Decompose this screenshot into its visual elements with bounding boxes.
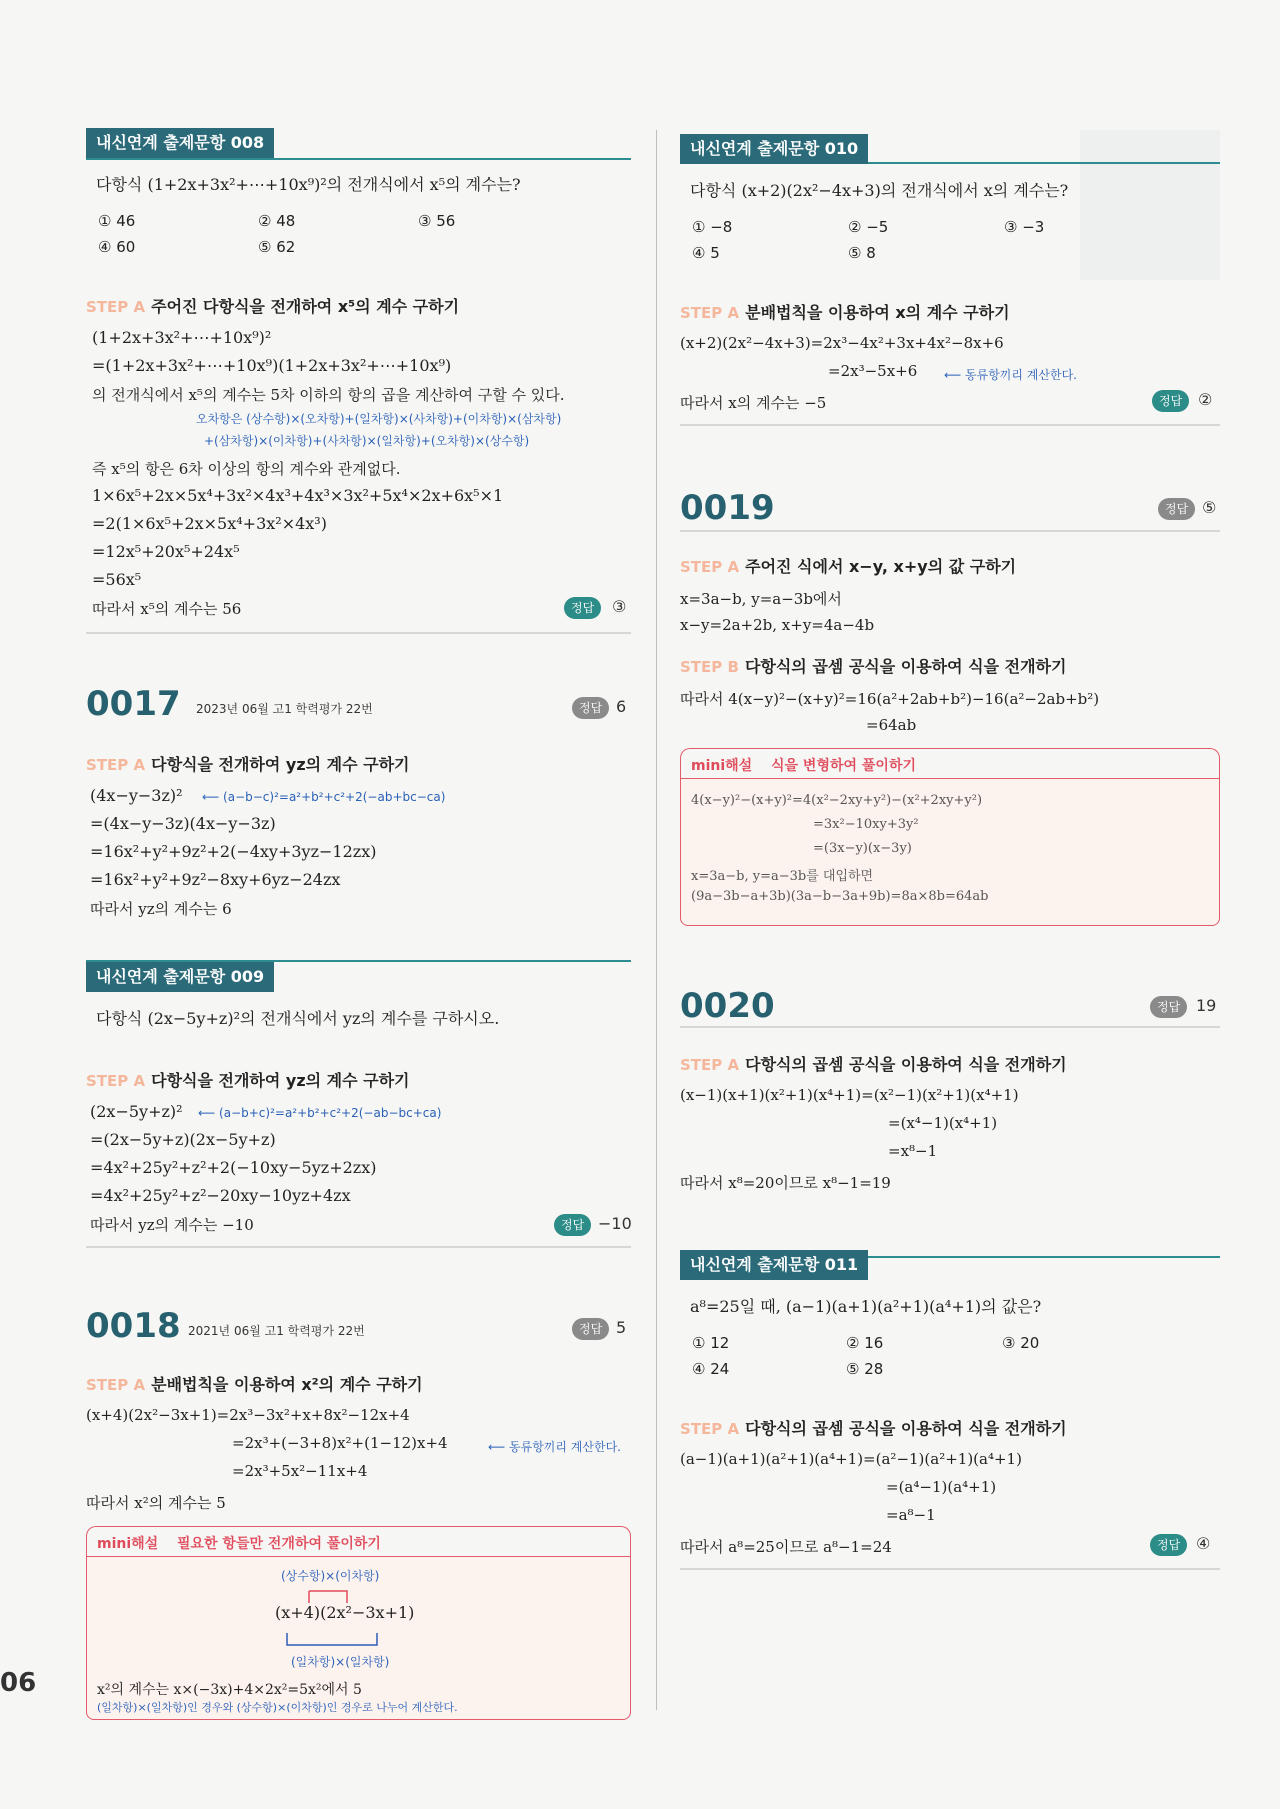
choice-4: ④ 24 [692, 1360, 730, 1378]
choice-2: ② 48 [258, 212, 296, 230]
choice-1: ① 46 [98, 212, 136, 230]
choice-3: ③ 56 [418, 212, 456, 230]
formula-note: ⟵ (a−b+c)²=a²+b²+c²+2(−ab−bc+ca) [198, 1106, 442, 1120]
mini-title: mini해설 [97, 1536, 159, 1552]
problem-number: 0017 [86, 684, 181, 724]
solution-line: =4x²+25y²+z²−20xy−10yz+4zx [90, 1186, 351, 1205]
column-divider [656, 130, 657, 1710]
solution-line: =4x²+25y²+z²+2(−10xy−5yz+2zx) [90, 1158, 377, 1177]
step-b: STEP B 다항식의 곱셈 공식을 이용하여 식을 전개하기 [680, 657, 1067, 676]
step-a: STEP A 다항식을 전개하여 yz의 계수 구하기 [86, 755, 410, 774]
arrow-note: ⟵ 동류항끼리 계산한다. [488, 1440, 621, 1454]
choice-4: ④ 5 [692, 244, 720, 262]
mini-expression: (x+4)(2x²−3x+1) [275, 1603, 415, 1622]
solution-line: x=3a−b, y=a−3b에서 [680, 590, 842, 608]
mini-line: 4(x−y)²−(x+y)²=4(x²−2xy+y²)−(x²+2xy+y²) [691, 793, 983, 808]
note: +(삼차항)×(이차항)+(사차항)×(일차항)+(오차항)×(상수항) [204, 434, 530, 448]
problem-text: 다항식 (x+2)(2x²−4x+3)의 전개식에서 x의 계수는? [690, 181, 1069, 200]
step-a: STEP A 주어진 다항식을 전개하여 x⁵의 계수 구하기 [86, 297, 460, 316]
step-a: STEP A 분배법칙을 이용하여 x의 계수 구하기 [680, 303, 1010, 322]
tag-011: 내신연계 출제문항 011 [680, 1250, 868, 1280]
solution-line: 따라서 a⁸=25이므로 a⁸−1=24 [680, 1538, 892, 1556]
choice-1: ① 12 [692, 1334, 730, 1352]
choice-4: ④ 60 [98, 238, 136, 256]
solution-line: 따라서 x⁸=20이므로 x⁸−1=19 [680, 1174, 891, 1192]
arrow-note: ⟵ 동류항끼리 계산한다. [944, 368, 1077, 382]
solution-line: =2(1×6x⁵+2x×5x⁴+3x²×4x³) [92, 514, 327, 533]
answer-badge: 정답 [572, 697, 609, 719]
solution-line: =(x⁴−1)(x⁴+1) [888, 1114, 998, 1132]
solution-line: 의 전개식에서 x⁵의 계수는 5차 이하의 항의 곱을 계산하여 구할 수 있다. [92, 386, 565, 404]
section-rule [86, 1246, 631, 1248]
tag-010: 내신연계 출제문항 010 [680, 134, 868, 164]
solution-line: =a⁸−1 [886, 1506, 936, 1524]
solution-line: 따라서 4(x−y)²−(x+y)²=16(a²+2ab+b²)−16(a²−2ab+b²) [680, 690, 1100, 708]
solution-line: x−y=2a+2b, x+y=4a−4b [680, 616, 875, 634]
problem-number: 0020 [680, 986, 775, 1026]
solution-line: (4x−y−3z)² [90, 786, 183, 805]
formula-note: ⟵ (a−b−c)²=a²+b²+c²+2(−ab+bc−ca) [202, 790, 446, 804]
solution-line: 따라서 x⁵의 계수는 56 [92, 600, 242, 618]
mini-explanation-box [680, 778, 1220, 926]
mini-line: x=3a−b, y=a−3b를 대입하면 [691, 869, 874, 884]
solution-line: 따라서 yz의 계수는 −10 [90, 1216, 254, 1234]
step-a: STEP A 다항식을 전개하여 yz의 계수 구하기 [86, 1071, 410, 1090]
answer-value: 6 [616, 697, 627, 716]
solution-line: =(4x−y−3z)(4x−y−3z) [90, 814, 276, 833]
mini-explanation-box [86, 1556, 631, 1720]
choice-2: ② −5 [848, 218, 889, 236]
tag-009: 내신연계 출제문항 009 [86, 962, 274, 992]
step-a: STEP A 다항식의 곱셈 공식을 이용하여 식을 전개하기 [680, 1055, 1067, 1074]
solution-line: =2x³−5x+6 [828, 362, 918, 380]
section-rule [680, 1026, 1220, 1028]
solution-line: =56x⁵ [92, 570, 142, 589]
answer-value: 5 [616, 1318, 627, 1337]
choice-5: ⑤ 28 [846, 1360, 884, 1378]
choice-5: ⑤ 8 [848, 244, 876, 262]
solution-line: (1+2x+3x²+⋯+10x⁹)² [92, 328, 272, 347]
solution-line: 즉 x⁵의 항은 6차 이상의 항의 계수와 관계없다. [92, 460, 401, 478]
mini-subtitle: 식을 변형하여 풀이하기 [771, 758, 916, 774]
solution-line: =12x⁵+20x⁵+24x⁵ [92, 542, 240, 561]
problem-text: 다항식 (1+2x+3x²+⋯+10x⁹)²의 전개식에서 x⁵의 계수는? [96, 175, 521, 194]
answer-badge: 정답 [1150, 996, 1187, 1018]
solution-line: =16x²+y²+9z²−8xy+6yz−24zx [90, 870, 341, 889]
solution-line: 따라서 yz의 계수는 6 [90, 900, 232, 918]
section-rule [86, 632, 631, 634]
solution-line: =2x³+5x²−11x+4 [232, 1462, 368, 1480]
answer-badge: 정답 [1158, 498, 1195, 520]
mini-explanation-header [680, 748, 1220, 779]
choice-3: ③ −3 [1004, 218, 1045, 236]
mini-explanation-header [86, 1526, 631, 1557]
answer-badge: 정답 [572, 1318, 609, 1340]
mini-note: (일차항)×(일차항)인 경우와 (상수항)×(이차항)인 경우로 나누어 계산한다. [97, 1701, 458, 1714]
solution-line: 따라서 x²의 계수는 5 [86, 1494, 226, 1512]
step-a: STEP A 분배법칙을 이용하여 x²의 계수 구하기 [86, 1375, 423, 1394]
mini-line: =3x²−10xy+3y² [813, 817, 919, 832]
solution-line: =(a⁴−1)(a⁴+1) [886, 1478, 997, 1496]
problem-number: 0018 [86, 1306, 181, 1346]
solution-line: (x−1)(x+1)(x²+1)(x⁴+1)=(x²−1)(x²+1)(x⁴+1) [680, 1086, 1019, 1104]
solution-line: (x+4)(2x²−3x+1)=2x³−3x²+x+8x²−12x+4 [86, 1406, 410, 1424]
solution-line: 따라서 x의 계수는 −5 [680, 394, 827, 412]
solution-line: 1×6x⁵+2x×5x⁴+3x²×4x³+4x³×3x²+5x⁴×2x+6x⁵×1 [92, 486, 504, 505]
tag-008: 내신연계 출제문항 008 [86, 128, 274, 158]
answer-value: ④ [1196, 1534, 1211, 1553]
choice-5: ⑤ 62 [258, 238, 296, 256]
mini-title: mini해설 [691, 758, 753, 774]
mini-top-label: (상수항)×(이차항) [281, 1569, 380, 1583]
tag-underline [86, 158, 631, 160]
solution-line: (a−1)(a+1)(a²+1)(a⁴+1)=(a²−1)(a²+1)(a⁴+1) [680, 1450, 1022, 1468]
answer-value: 19 [1196, 996, 1217, 1015]
step-a: STEP A 다항식의 곱셈 공식을 이용하여 식을 전개하기 [680, 1419, 1067, 1438]
solution-line: =x⁸−1 [888, 1142, 938, 1160]
step-a: STEP A 주어진 식에서 x−y, x+y의 값 구하기 [680, 557, 1017, 576]
answer-badge: 정답 [1152, 390, 1189, 412]
problem-text: a⁸=25일 때, (a−1)(a+1)(a²+1)(a⁴+1)의 값은? [690, 1297, 1042, 1316]
solution-line: =2x³+(−3+8)x²+(1−12)x+4 [232, 1434, 448, 1452]
choice-1: ① −8 [692, 218, 733, 236]
problem-number: 0019 [680, 488, 775, 528]
answer-badge: 정답 [564, 597, 601, 619]
answer-value: ③ [612, 597, 627, 616]
answer-badge: 정답 [554, 1214, 591, 1236]
answer-value: ② [1198, 390, 1213, 409]
solution-line: (x+2)(2x²−4x+3)=2x³−4x²+3x+4x²−8x+6 [680, 334, 1004, 352]
section-rule [680, 1568, 1220, 1570]
problem-source: 2023년 06월 고1 학력평가 22번 [196, 702, 373, 716]
choice-3: ③ 20 [1002, 1334, 1040, 1352]
solution-line: (2x−5y+z)² [90, 1102, 183, 1121]
mini-line: (9a−3b−a+3b)(3a−b−3a+9b)=8a×8b=64ab [691, 889, 989, 904]
answer-value: −10 [598, 1214, 632, 1233]
answer-value: ⑤ [1202, 498, 1217, 517]
section-rule [680, 530, 1220, 532]
faded-background [1080, 130, 1220, 280]
solution-line: =16x²+y²+9z²+2(−4xy+3yz−12zx) [90, 842, 377, 861]
mini-line: x²의 계수는 x×(−3x)+4×2x²=5x²에서 5 [97, 1682, 362, 1698]
problem-text: 다항식 (2x−5y+z)²의 전개식에서 yz의 계수를 구하시오. [96, 1009, 500, 1028]
solution-line: =(1+2x+3x²+⋯+10x⁹)(1+2x+3x²+⋯+10x⁹) [92, 356, 452, 375]
section-rule [680, 424, 1220, 426]
answer-badge: 정답 [1150, 1534, 1187, 1556]
note: 오차항은 (상수항)×(오차항)+(일차항)×(사차항)+(이차항)×(삼차항) [196, 412, 562, 426]
problem-source: 2021년 06월 고1 학력평가 22번 [188, 1324, 365, 1338]
page-number: 06 [0, 1668, 37, 1698]
mini-subtitle: 필요한 항들만 전개하여 풀이하기 [177, 1536, 381, 1552]
solution-line: =64ab [866, 716, 917, 734]
mini-bottom-label: (일차항)×(일차항) [291, 1655, 390, 1669]
choice-2: ② 16 [846, 1334, 884, 1352]
mini-line: =(3x−y)(x−3y) [813, 841, 912, 856]
solution-line: =(2x−5y+z)(2x−5y+z) [90, 1130, 276, 1149]
